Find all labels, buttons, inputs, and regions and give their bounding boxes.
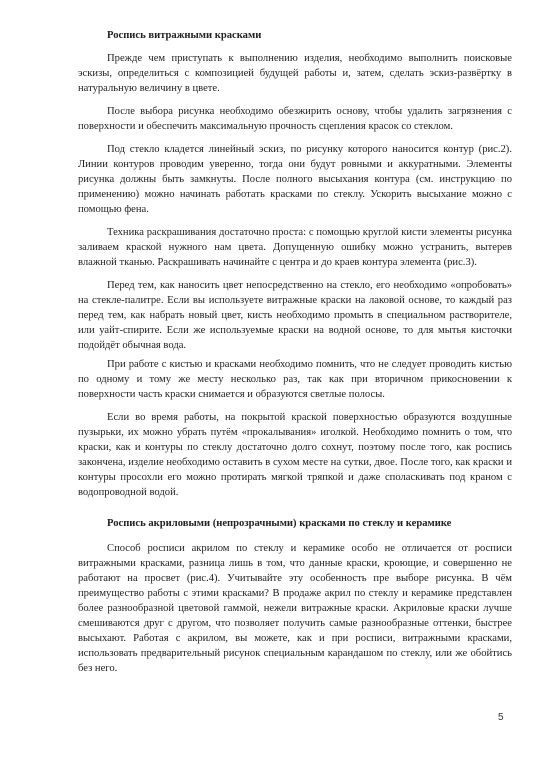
paragraph: После выбора рисунка необходимо обезжирить основу, чтобы удалить загрязнения с поверхности и обеспечить максимальную прочность сцепления красок со стеклом.: [78, 106, 512, 132]
page-content: [78, 28, 512, 684]
paragraph: При работе с кистью и красками необходимо помнить, что не следует проводить кистью по одному и тому же месту несколько раз, так как при вторичном прикосновении к поверхности часть краски снимается и образуются светлые полосы.: [78, 359, 512, 400]
paragraph: Под стекло кладется линейный эскиз, по рисунку которого наносится контур (рис.2). Линии контуров проводим уверенно, тогда они будут ровными и аккуратными. Элементы рисунка должны быть замкнуты. После полного высыхания контура (см. инструкцию по применению) можно начинать работать красками по стеклу. Ускорить высыхание можно с помощью фена.: [78, 144, 512, 215]
paragraph: Если во время работы, на покрытой краской поверхностью образуются воздушные пузырьки, их можно убрать путём «прокалывания» иголкой. Необходимо помнить о том, что краски, как и контуры по стеклу достаточно долго сохнут, поэтому после того, как роспись закончена, изделие необходимо оставить в сухом месте на сутки, двое. После того, как краски и контуры просохли его можно протирать мягкой тряпкой и даже споласкивать под краном с водопроводной водой.: [78, 412, 512, 498]
paragraph: Прежде чем приступать к выполнению изделия, необходимо выполнить поисковые эскизы, определиться с композицией будущей работы и, затем, сделать эскиз-развёртку в натуральную величину в цвете.: [78, 53, 512, 94]
paragraph: Техника раскрашивания достаточно проста: с помощью круглой кисти элементы рисунка заливаем краской нужного нам цвета. Допущенную ошибку можно устранить, вытерев влажной тканью. Раскрашивать начинайте с центра и до краев контура элемента (рис.3).: [78, 227, 512, 268]
paragraph: Способ росписи акрилом по стеклу и керамике особо не отличается от росписи витражными красками, разница лишь в том, что данные краски, кроющие, и совершенно не работают на просвет (рис.4). Учитывайте эту особенность пре выборе рисунка. В чём преимущество работы с этими красками? В продаже акрил по стеклу и керамике представлен более разнообразной цветовой гаммой, нежели витражные краски. Акриловые краски лучше смешиваются друг с другом, что позволяет получить самые разнообразные оттенки, быстрее высыхают. Работая с акрилом, вы можете, как и при росписи, витражными красками, использовать предварительный рисунок специальным карандашом по стеклу, или же обойтись без него.: [78, 543, 512, 674]
paragraph: Перед тем, как наносить цвет непосредственно на стекло, его необходимо «опробовать» на стекле-палитре. Если вы используете витражные краски на лаковой основе, то каждый раз перед тем, как набрать новый цвет, кисть необходимо промыть в специальном растворителе, или уайт-спирите. Если же используемые краски на водной основе, то для мытья кисточки подойдёт обычная вода.: [78, 280, 512, 351]
section-heading-stained-glass: Роспись витражными красками: [107, 30, 262, 41]
page-number: 5: [498, 712, 504, 723]
section-heading-acrylic: Роспись акриловыми (непрозрачными) красками по стеклу и керамике: [107, 518, 452, 529]
